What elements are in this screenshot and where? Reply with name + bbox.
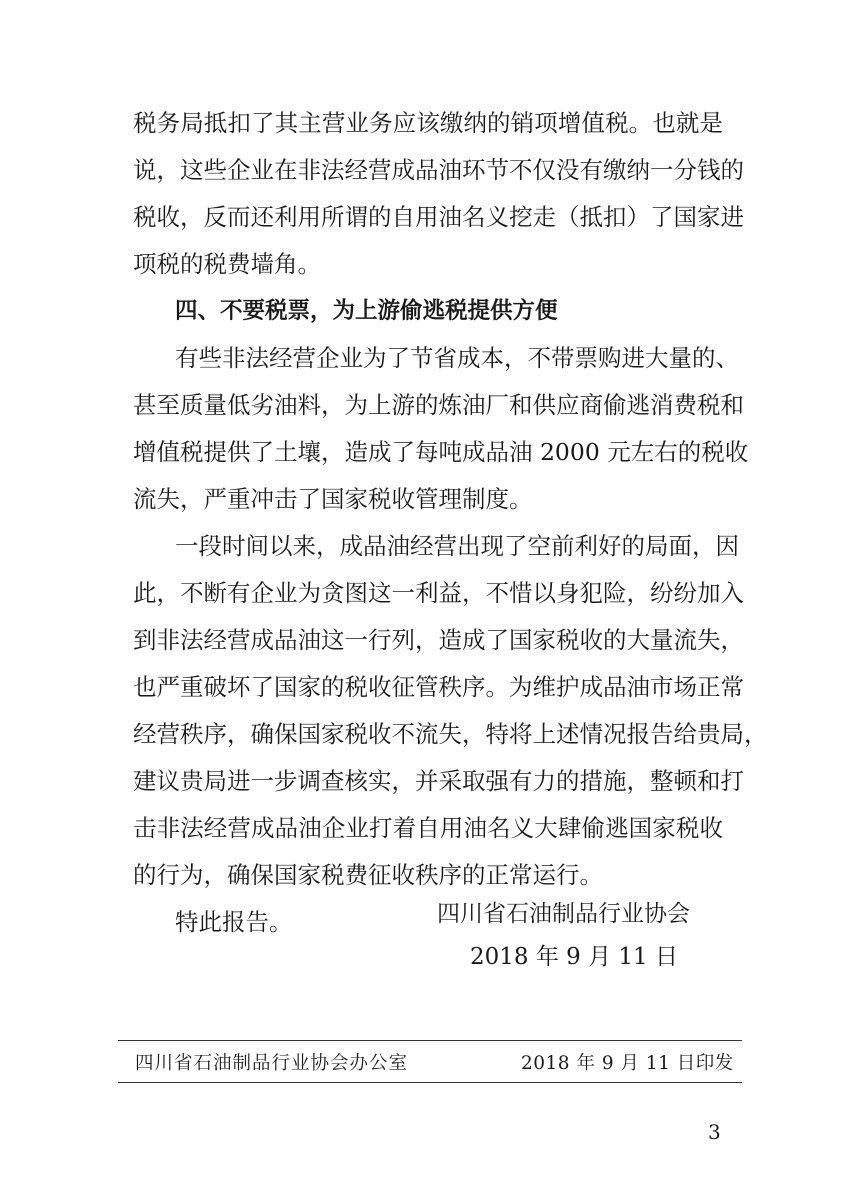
paragraph-3-line-6: 建议贵局进一步调查核实，并采取强有力的措施，整顿和打 — [133, 767, 744, 795]
closing-text: 特此报告。 — [175, 908, 293, 936]
paragraph-2-line-3: 增值税提供了土壤，造成了每吨成品油 2000 元左右的税收 — [133, 438, 749, 466]
paragraph-3-line-7: 击非法经营成品油企业打着自用油名义大肆偷逃国家税收 — [133, 814, 723, 842]
paragraph-2-line-2: 甚至质量低劣油料，为上游的炼油厂和供应商偷逃消费税和 — [133, 391, 744, 419]
paragraph-1-line-4: 项税的税费墙角。 — [133, 250, 321, 278]
paragraph-1-line-2: 说，这些企业在非法经营成品油环节不仅没有缴纳一分钱的 — [133, 156, 744, 184]
paragraph-2-line-4: 流失，严重冲击了国家税收管理制度。 — [133, 485, 533, 513]
paragraph-1-line-1: 税务局抵扣了其主营业务应该缴纳的销项增值税。也就是 — [133, 109, 723, 137]
paragraph-3-line-1: 一段时间以来，成品油经营出现了空前利好的局面，因 — [175, 532, 739, 560]
page-number: 3 — [708, 1120, 721, 1144]
footer-issued-date: 2018 年 9 月 11 日印发 — [521, 1053, 734, 1074]
signature-date: 2018 年 9 月 11 日 — [470, 944, 678, 970]
paragraph-1-line-3: 税收，反而还利用所谓的自用油名义挖走（抵扣）了国家进 — [133, 203, 744, 231]
paragraph-3-line-8: 的行为，确保国家税费征收秩序的正常运行。 — [133, 861, 603, 889]
footer-issuer: 四川省石油制品行业协会办公室 — [135, 1053, 409, 1074]
footer-top-rule — [118, 1040, 742, 1041]
signature-organization: 四川省石油制品行业协会 — [437, 901, 690, 927]
paragraph-3-line-5: 经营秩序，确保国家税收不流失，特将上述情况报告给贵局， — [133, 720, 768, 748]
paragraph-3-line-2: 此，不断有企业为贪图这一利益，不惜以身犯险，纷纷加入 — [133, 579, 744, 607]
paragraph-3-line-3: 到非法经营成品油这一行列，造成了国家税收的大量流失， — [133, 626, 744, 654]
paragraph-3-line-4: 也严重破坏了国家的税收征管秩序。为维护成品油市场正常 — [133, 673, 744, 701]
paragraph-2-line-1: 有些非法经营企业为了节省成本，不带票购进大量的、 — [175, 344, 739, 372]
section-heading: 四、不要税票，为上游偷逃税提供方便 — [175, 298, 558, 324]
footer-bottom-rule — [118, 1082, 742, 1083]
